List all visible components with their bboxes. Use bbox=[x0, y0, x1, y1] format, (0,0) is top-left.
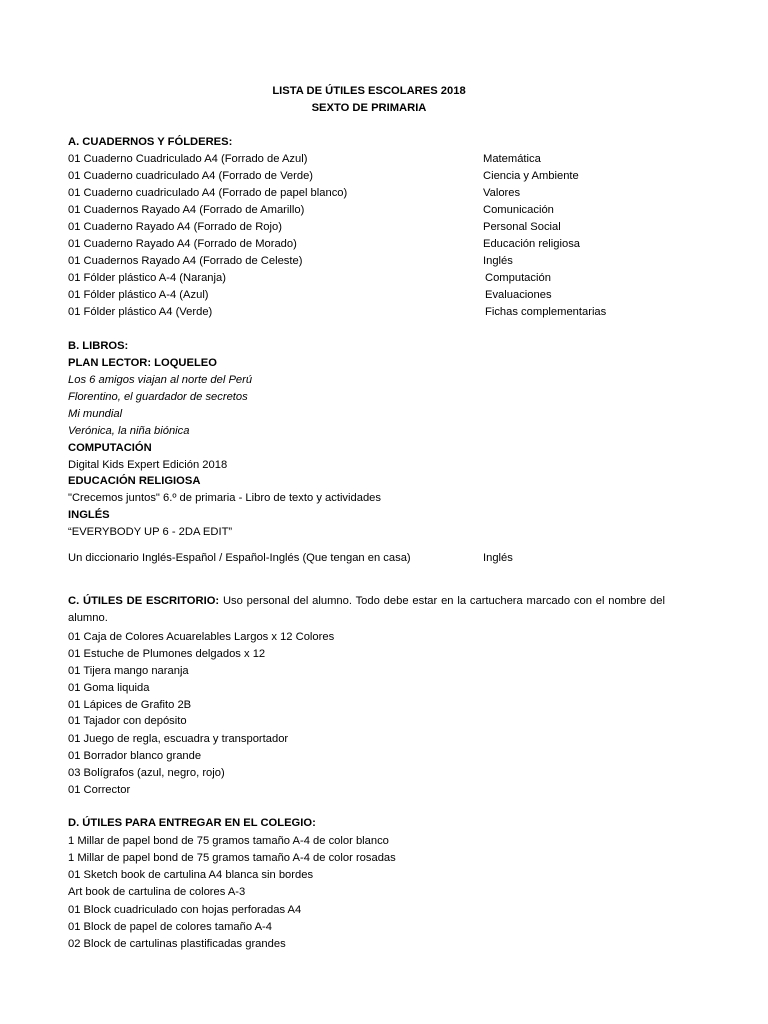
list-item: 02 Block de cartulinas plastificadas grandes bbox=[68, 938, 286, 950]
list-item: 01 Goma liquida bbox=[68, 682, 150, 694]
list-item: 01 Cuaderno cuadriculado A4 (Forrado de Verde) bbox=[68, 170, 314, 182]
subject-label: Ciencia y Ambiente bbox=[483, 170, 579, 182]
subject-label: Inglés bbox=[483, 255, 513, 267]
list-item: 01 Sketch book de cartulina A4 blanca sin bordes bbox=[68, 869, 314, 881]
list-item: 01 Cuadernos Rayado A4 (Forrado de Celeste) bbox=[68, 255, 303, 267]
book-title: Florentino, el guardador de secretos bbox=[68, 391, 248, 403]
subject-label: Personal Social bbox=[483, 221, 561, 233]
list-item: 01 Juego de regla, escuadra y transportador bbox=[68, 733, 289, 745]
subject-label: Comunicación bbox=[483, 204, 554, 216]
book-title: Verónica, la niña biónica bbox=[68, 425, 190, 437]
section-a-heading: A. CUADERNOS Y FÓLDERES: bbox=[68, 136, 233, 148]
list-item: 01 Tijera mango naranja bbox=[68, 665, 189, 677]
book-title: Los 6 amigos viajan al norte del Perú bbox=[68, 374, 253, 386]
list-item: 01 Cuaderno cuadriculado A4 (Forrado de papel blanco) bbox=[68, 187, 348, 199]
plan-lector-heading: PLAN LECTOR: LOQUELEO bbox=[68, 357, 217, 369]
list-item: 01 Cuaderno Rayado A4 (Forrado de Morado) bbox=[68, 238, 297, 250]
document-title: LISTA DE ÚTILES ESCOLARES 2018 bbox=[272, 85, 466, 97]
religiosa-book: "Crecemos juntos" 6.º de primaria - Libro de texto y actividades bbox=[68, 492, 381, 504]
section-d-heading: D. ÚTILES PARA ENTREGAR EN EL COLEGIO: bbox=[68, 817, 316, 829]
subject-label: Valores bbox=[483, 187, 521, 199]
book-title: Mi mundial bbox=[68, 408, 123, 420]
subject-label: Fichas complementarias bbox=[485, 306, 607, 318]
list-item: 01 Fólder plástico A4 (Verde) bbox=[68, 306, 213, 318]
computacion-book: Digital Kids Expert Edición 2018 bbox=[68, 459, 228, 471]
ingles-heading: INGLÉS bbox=[68, 509, 110, 521]
list-item: 01 Cuadernos Rayado A4 (Forrado de Amarillo) bbox=[68, 204, 305, 216]
list-item: 01 Lápices de Grafito 2B bbox=[68, 699, 192, 711]
list-item: 01 Tajador con depósito bbox=[68, 715, 187, 727]
section-b-heading: B. LIBROS: bbox=[68, 340, 129, 352]
list-item: 1 Millar de papel bond de 75 gramos tamaño A-4 de color rosadas bbox=[68, 852, 396, 864]
section-c-heading: C. ÚTILES DE ESCRITORIO: bbox=[68, 595, 220, 607]
list-item: 1 Millar de papel bond de 75 gramos tamaño A-4 de color blanco bbox=[68, 835, 389, 847]
subject-label: Matemática bbox=[483, 153, 541, 165]
religiosa-heading: EDUCACIÓN RELIGIOSA bbox=[68, 475, 201, 487]
document-subtitle: SEXTO DE PRIMARIA bbox=[311, 102, 427, 114]
list-item: 01 Block de papel de colores tamaño A-4 bbox=[68, 921, 272, 933]
list-item: Art book de cartulina de colores A-3 bbox=[68, 886, 246, 898]
list-item: 01 Fólder plástico A-4 (Naranja) bbox=[68, 272, 226, 284]
list-item: 01 Caja de Colores Acuarelables Largos x 12 Colores bbox=[68, 631, 335, 643]
subject-label: Inglés bbox=[483, 552, 513, 564]
dictionary-item: Un diccionario Inglés-Español / Español-Inglés (Que tengan en casa) bbox=[68, 552, 411, 564]
list-item: 01 Cuaderno Cuadriculado A4 (Forrado de Azul) bbox=[68, 153, 308, 165]
subject-label: Educación religiosa bbox=[483, 238, 581, 250]
section-c-intro-paragraph bbox=[68, 593, 665, 627]
ingles-book: “EVERYBODY UP 6 - 2DA EDIT” bbox=[68, 526, 233, 538]
list-item: 01 Borrador blanco grande bbox=[68, 750, 202, 762]
computacion-heading: COMPUTACIÓN bbox=[68, 442, 152, 454]
subject-label: Computación bbox=[485, 272, 551, 284]
section-c-intro: Uso personal del alumno. Todo debe estar en la cartuchera marcado con el nombre del alumno. bbox=[68, 595, 665, 624]
list-item: 01 Block cuadriculado con hojas perforadas A4 bbox=[68, 904, 302, 916]
subject-label: Evaluaciones bbox=[485, 289, 552, 301]
list-item: 01 Corrector bbox=[68, 784, 131, 796]
list-item: 03 Bolígrafos (azul, negro, rojo) bbox=[68, 767, 225, 779]
list-item: 01 Cuaderno Rayado A4 (Forrado de Rojo) bbox=[68, 221, 282, 233]
list-item: 01 Estuche de Plumones delgados x 12 bbox=[68, 648, 266, 660]
list-item: 01 Fólder plástico A-4 (Azul) bbox=[68, 289, 209, 301]
